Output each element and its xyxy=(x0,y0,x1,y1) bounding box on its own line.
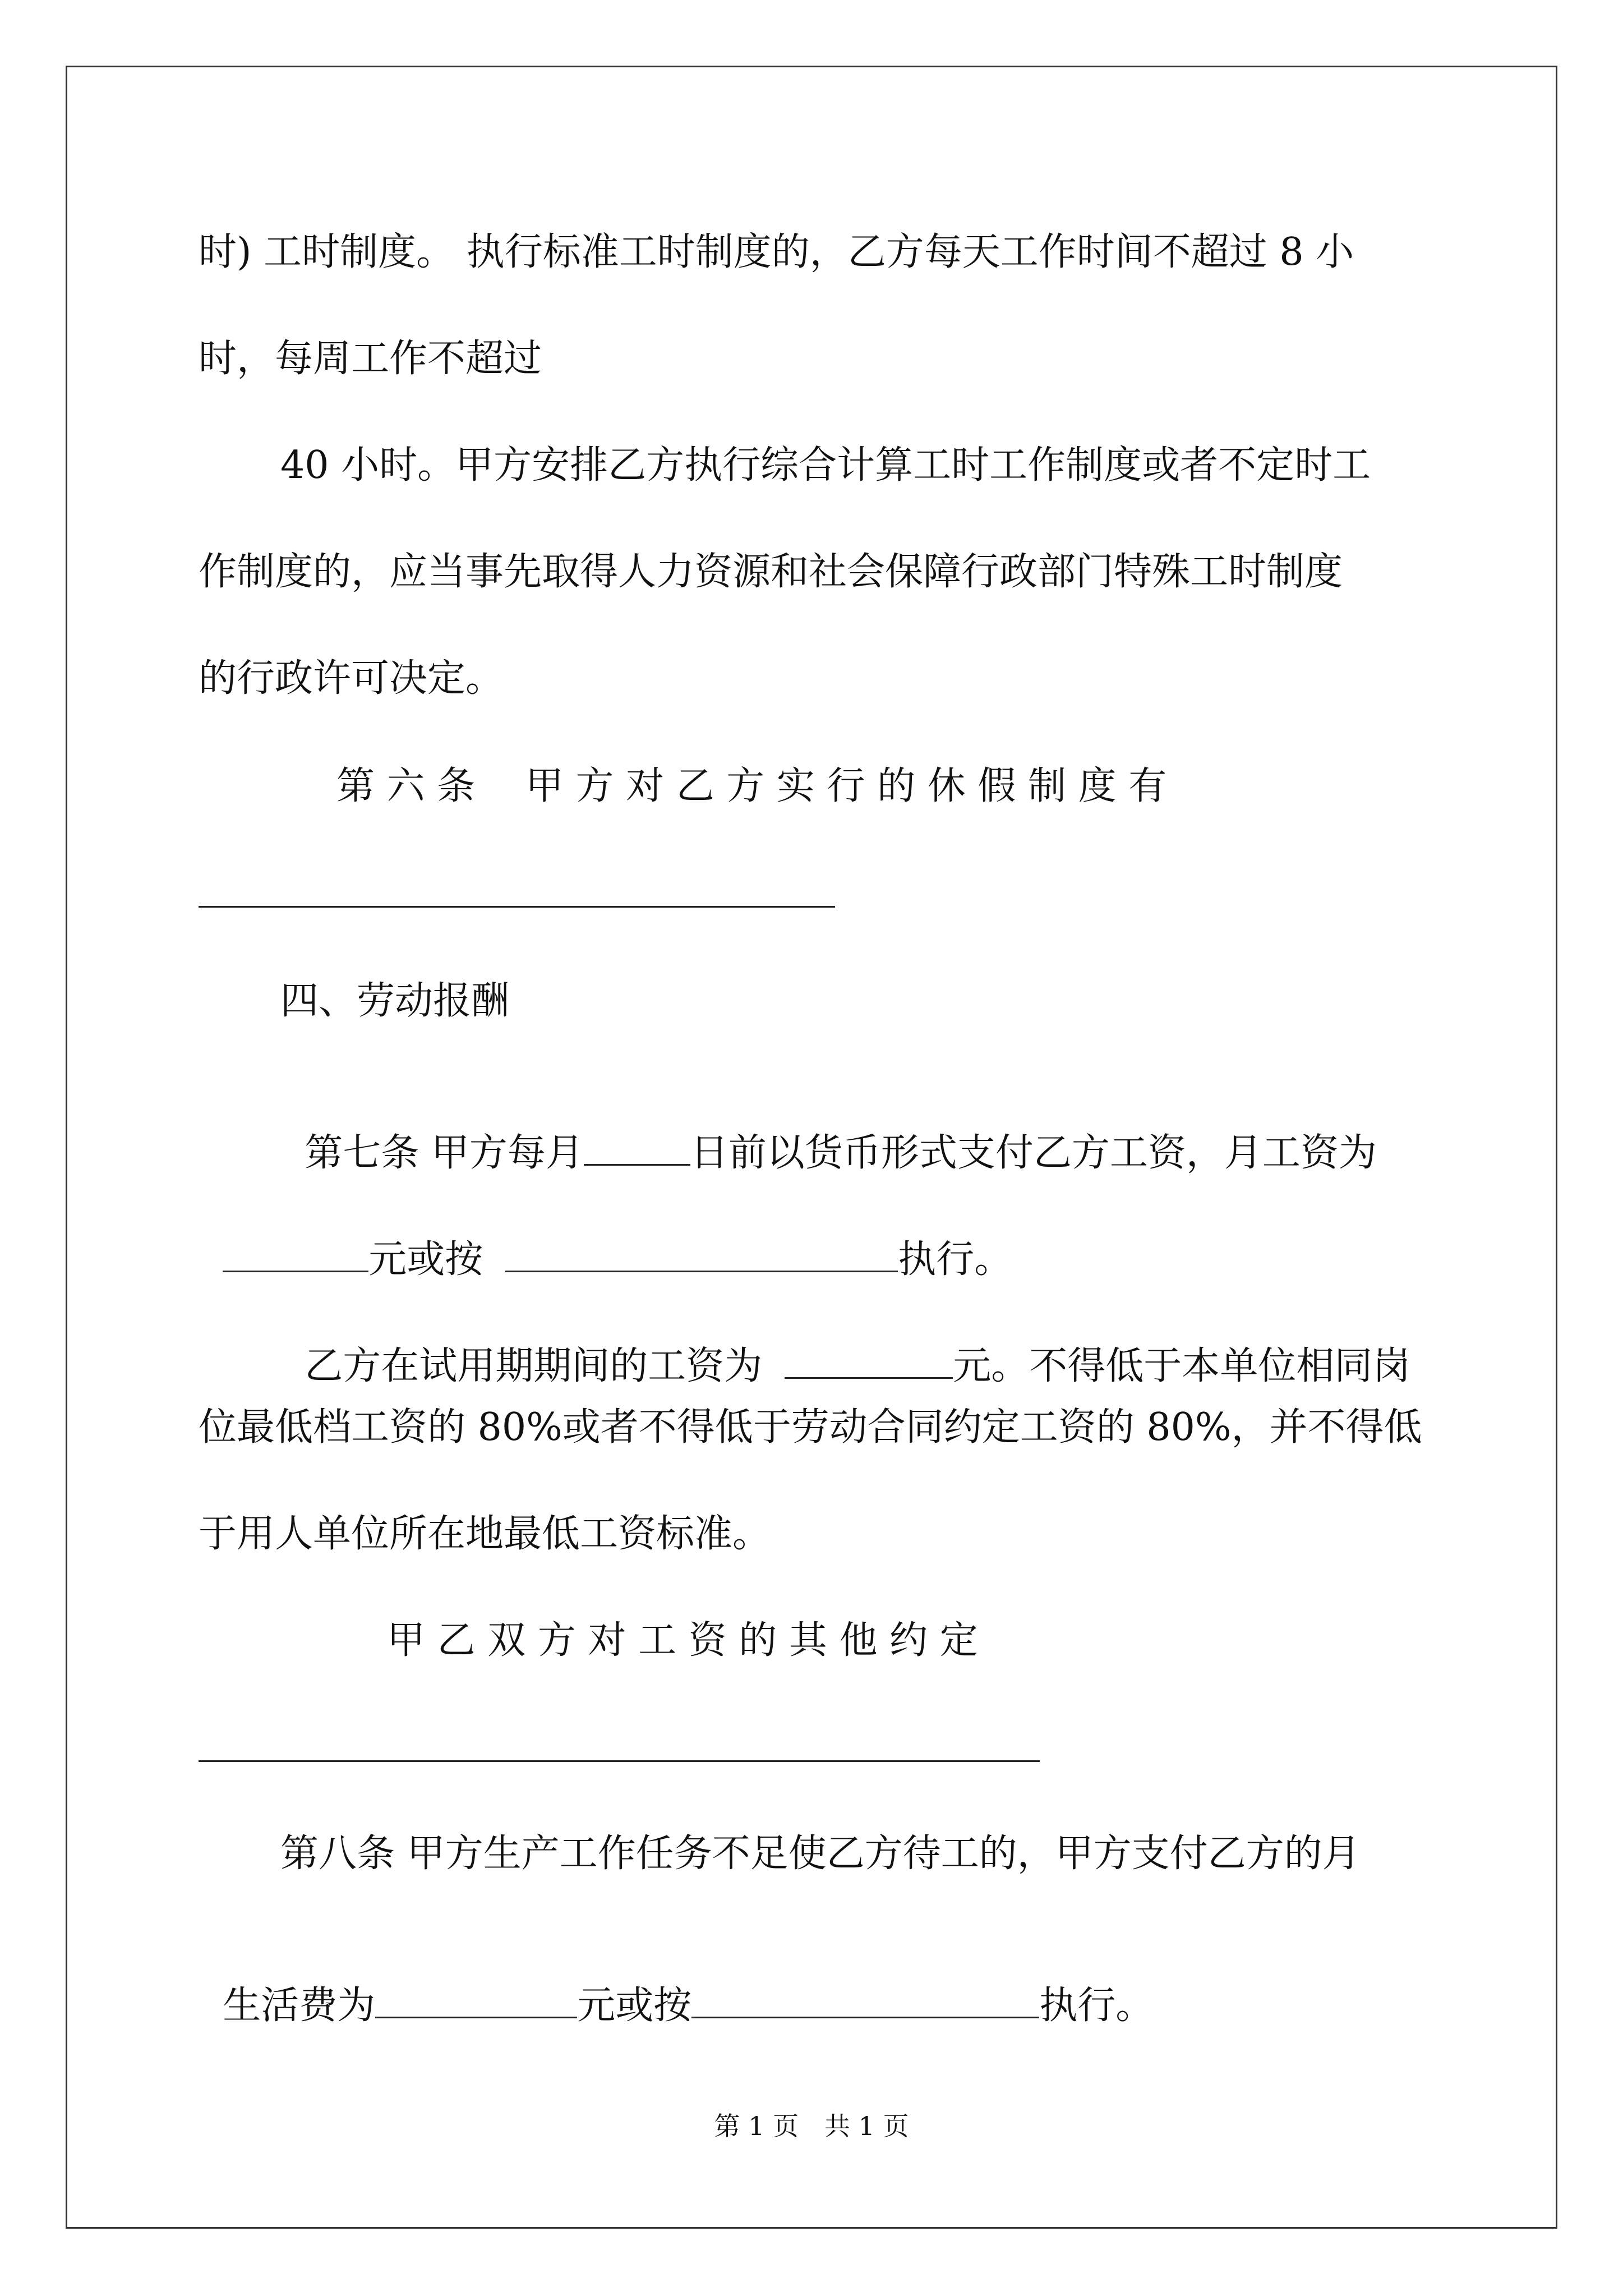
text-line-11: 位最低档工资的 80%或者不得低于劳动合同约定工资的 80%，并不得低 xyxy=(199,1405,1422,1450)
text-line-article-eight: 第八条 甲方生产工作任务不足使乙方待工的，甲方支付乙方的月 xyxy=(280,1832,1361,1876)
text-line-12: 于用人单位所在地最低工资标准。 xyxy=(199,1512,771,1556)
article-six-line: 第 六 条 甲 方 对 乙 方 实 行 的 休 假 制 度 有 xyxy=(336,764,1167,808)
salary-or-by: 元或按 xyxy=(368,1237,483,1282)
probation-rest: 元。不得低于本单位相同岗 xyxy=(953,1344,1411,1388)
other-salary-agreement-line: 甲 乙 双 方 对 工 资 的 其 他 约 定 xyxy=(387,1618,978,1663)
living-expense-line xyxy=(199,1938,1154,2028)
salary-execute: 执行。 xyxy=(898,1237,1013,1282)
blank-living-expense-basis xyxy=(691,1983,1039,2018)
blank-line-vacation xyxy=(199,906,835,908)
blank-salary-basis xyxy=(505,1237,898,1272)
probation-line xyxy=(280,1299,1411,1388)
blank-pay-day xyxy=(584,1130,690,1166)
page-number-footer: 第 1 页 共 1 页 xyxy=(714,2111,909,2141)
living-expense-or-by: 元或按 xyxy=(577,1984,692,2028)
salary-line xyxy=(199,1192,1013,1282)
text-line-2: 时，每周工作不超过 xyxy=(199,337,542,381)
article-seven-rest: 日前以货币形式支付乙方工资，月工资为 xyxy=(690,1131,1377,1175)
article-seven-start: 第七条 甲方每月 xyxy=(305,1131,584,1175)
text-line-3: 40 小时。甲方安排乙方执行综合计算工时工作制度或者不定时工 xyxy=(280,443,1371,487)
blank-probation-salary xyxy=(785,1343,953,1379)
blank-salary-amount xyxy=(223,1237,368,1272)
section-heading-remuneration: 四、劳动报酬 xyxy=(280,979,510,1023)
living-expense-execute: 执行。 xyxy=(1039,1984,1154,2028)
article-seven-line xyxy=(280,1085,1377,1175)
probation-start: 乙方在试用期期间的工资为 xyxy=(305,1344,763,1388)
blank-line-other-agreement xyxy=(199,1760,1040,1762)
text-line-1: 时) 工时制度。 执行标准工时制度的，乙方每天工作时间不超过 8 小 xyxy=(199,230,1354,274)
living-expense-start: 生活费为 xyxy=(223,1984,376,2028)
text-line-4: 作制度的，应当事先取得人力资源和社会保障行政部门特殊工时制度 xyxy=(199,550,1343,594)
blank-living-expense xyxy=(375,1983,577,2018)
text-line-5: 的行政许可决定。 xyxy=(199,656,504,701)
